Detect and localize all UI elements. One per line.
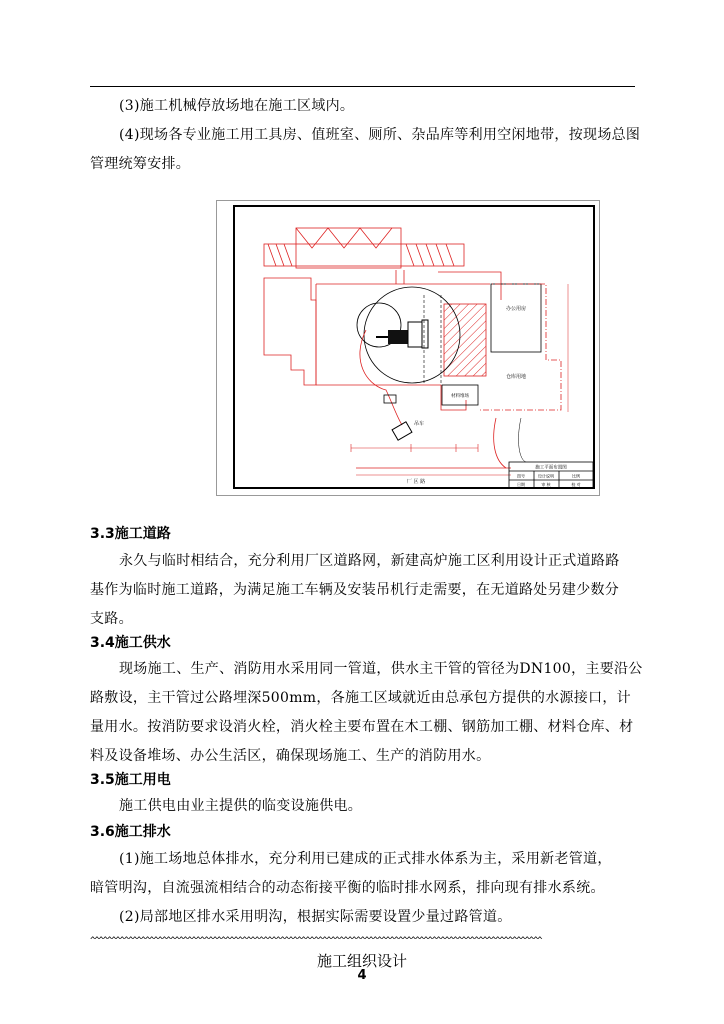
- s33-line-1: 永久与临时相结合，充分利用厂区道路网，新建高炉施工区利用设计正式道路路: [119, 553, 620, 569]
- s35-line-1: 施工供电由业主提供的临变设施供电。: [119, 798, 363, 814]
- intro-line-2: (4)现场各专业施工用工具房、值班室、厕所、杂品库等利用空闲地带，按现场总图: [119, 127, 641, 143]
- section-3-5-body: [90, 792, 638, 821]
- hatched-storage-area: [444, 304, 486, 376]
- s34-line-1: 现场施工、生产、消防用水采用同一管道，供水主干管的管径为DN100，主要沿公: [119, 661, 643, 677]
- section-3-6-heading: 3.6施工排水: [90, 824, 171, 840]
- warehouse-label: 仓库用地: [505, 374, 527, 380]
- section-3-5-heading: 3.5施工用电: [90, 772, 171, 788]
- figure-frame: [217, 201, 600, 496]
- title-block-cell: 比例: [572, 473, 580, 479]
- title-block-cell: 设计说明: [538, 473, 554, 479]
- s36-line-1: (1)施工场地总体排水，充分利用已建成的正式排水体系为主，采用新老管道，: [119, 851, 612, 867]
- s34-line-2: 路敷设，主干管过公路埋深500mm，各施工区域就近由总承包方提供的水源接口，计: [90, 690, 631, 706]
- page-number: 4: [357, 968, 367, 983]
- s34-line-3: 量用水。按消防要求设消火栓，消火栓主要布置在木工棚、钢筋加工棚、材料仓库、材: [90, 719, 634, 735]
- s36-line-3: (2)局部地区排水采用明沟，根据实际需要设置少量过路管道。: [119, 909, 512, 925]
- intro-line-1: (3)施工机械停放场地在施工区域内。: [119, 98, 355, 114]
- header-rule: [90, 86, 635, 87]
- crane-label: 吊车: [414, 421, 425, 427]
- intro-paragraph: [90, 92, 641, 179]
- section-3-4-heading: 3.4施工供水: [90, 635, 171, 651]
- title-block-cell: 日期: [517, 482, 525, 487]
- footer-wave-rule: ^^^^^^^^^^^^^^^^^^^^^^^^^^^^^^^^^^^^^^^^^^^^^^^^^^^^^^^^^^^^^^^^^^^^^^^^^^^^^^^^^^^^^^^^^^^^^^^^^^^^^^^^^^^: [90, 936, 542, 946]
- title-block-cell: 审 核: [541, 482, 551, 487]
- s33-line-2: 基作为临时施工道路，为满足施工车辆及安装吊机行走需要，在无道路处另建少数分: [90, 582, 620, 598]
- storage-label: 材料堆场: [451, 394, 469, 399]
- s33-line-3: 支路。: [90, 611, 133, 627]
- title-block-cell: 校 对: [571, 482, 581, 487]
- footer-title: 施工组织设计: [316, 952, 407, 970]
- section-3-6-body: [90, 845, 638, 932]
- black-block: [388, 330, 408, 344]
- title-block-title: 施工平面布置图: [535, 465, 567, 471]
- intro-line-3: 管理统筹安排。: [90, 156, 191, 172]
- road-label: 厂 区 路: [406, 479, 426, 485]
- office-label: 办公用房: [505, 306, 527, 312]
- s36-line-2: 暗管明沟，自流强流相结合的动态衔接平衡的临时排水网系，排向现有排水系统。: [90, 880, 605, 896]
- s34-line-4: 料及设备堆场、办公生活区，确保现场施工、生产的消防用水。: [90, 748, 491, 764]
- section-3-4-body: [90, 655, 643, 771]
- section-3-3-heading: 3.3施工道路: [90, 526, 171, 542]
- site-plan-figure: [216, 200, 600, 496]
- title-block-cell: 图号: [517, 473, 525, 479]
- section-3-3-body: [90, 547, 638, 634]
